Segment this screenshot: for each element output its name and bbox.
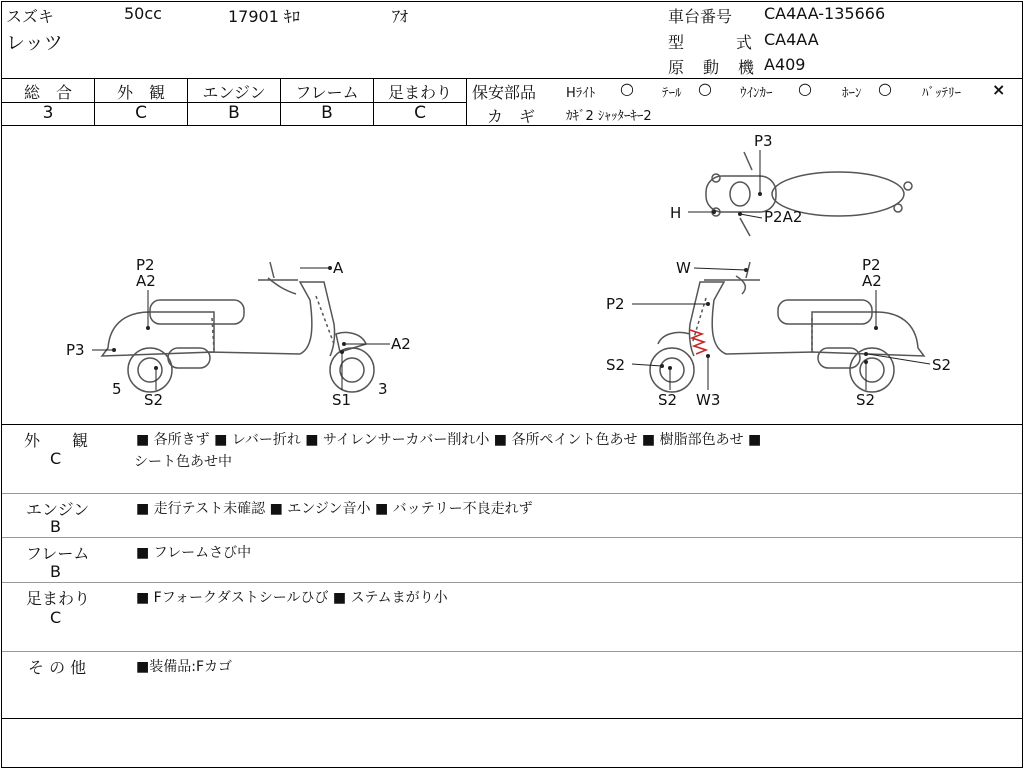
type-label-2: 式 [736, 33, 753, 52]
grade-value-suspension: C [414, 103, 426, 123]
label-left-5: 5 [112, 380, 122, 398]
label-right-s2c: S2 [932, 356, 952, 374]
color: ｱｵ [392, 7, 409, 26]
type-label-1: 型 [668, 33, 685, 52]
safety-item-battery: ﾊﾞｯﾃﾘｰ [922, 86, 961, 101]
engine-value: A409 [764, 55, 806, 74]
label-left-3: 3 [378, 380, 388, 398]
model-name: レッツ [6, 32, 63, 54]
note-frame-line-1: ■ フレームさび中 [136, 545, 252, 561]
right-scooter-side-view [650, 262, 924, 392]
note-exterior-line-2: シート色あせ中 [134, 454, 232, 470]
rule-notes-4 [2, 651, 1022, 652]
note-exterior-line-1: ■ 各所きず ■ レバー折れ ■ サイレンサーカバー削れ小 ■ 各所ペイント色あせ ■ 樹脂部色あせ ■ [136, 432, 762, 448]
label-left-p3: P3 [66, 341, 85, 359]
top-scooter-view [706, 152, 912, 236]
label-right-w: W [676, 259, 691, 277]
grade-header-engine: エンジン [202, 83, 266, 102]
grade-value-exterior: C [135, 103, 147, 123]
label-right-s2b: S2 [658, 391, 678, 409]
engine-label-1: 原 [668, 58, 685, 77]
safety-mark-headlight: ○ [620, 79, 634, 98]
rule-notes-bottom [2, 718, 1022, 719]
damage-diagram [0, 126, 1024, 424]
label-right-a2: A2 [862, 272, 882, 290]
note-engine-label: エンジン [26, 500, 90, 519]
rule-notes-2 [2, 537, 1022, 538]
label-right-p2b: P2 [606, 295, 625, 313]
mileage: 17901 ｷﾛ [228, 7, 300, 26]
note-engine-grade: B [50, 517, 61, 536]
key-value: ｶｷﾞ2 ｼｬｯﾀｰｷｰ2 [566, 109, 652, 124]
safety-mark-winker: ○ [798, 79, 812, 98]
label-top-h: H [670, 204, 682, 222]
grade-header-overall: 総 合 [23, 83, 72, 102]
grade-header-frame: フレーム [295, 83, 359, 102]
safety-item-tail: ﾃｰﾙ [662, 86, 682, 101]
safety-item-winker: ｳｲﾝｶｰ [740, 86, 773, 101]
note-other-line-1: ■装備品:Fカゴ [136, 659, 232, 675]
note-suspension-label: 足まわり [26, 589, 91, 608]
note-exterior-label: 外 観 [24, 431, 89, 450]
grade-value-frame: B [321, 103, 333, 123]
frame-no-label: 車台番号 [668, 7, 733, 26]
rule-notes-3 [2, 582, 1022, 583]
grade-header-exterior: 外 観 [116, 83, 165, 102]
label-left-a: A [333, 259, 344, 277]
safety-mark-horn: ○ [878, 79, 892, 98]
label-right-p2: P2 [862, 256, 881, 274]
note-suspension-grade: C [50, 608, 62, 627]
label-left-a2: A2 [136, 272, 156, 290]
note-frame-grade: B [50, 562, 61, 581]
note-exterior-grade: C [50, 449, 62, 468]
rule-notes-top [2, 424, 1022, 425]
label-right-s2a: S2 [606, 356, 626, 374]
leader-lines [92, 150, 930, 390]
rule-grades-top [2, 78, 1022, 79]
displacement: 50cc [124, 4, 162, 23]
safety-mark-tail: ○ [698, 79, 712, 98]
type-value: CA4AA [764, 30, 819, 49]
key-label: カ ギ [487, 107, 536, 126]
safety-item-headlight: Hﾗｲﾄ [566, 86, 596, 101]
label-top-p2a2: P2A2 [764, 208, 803, 226]
label-right-w3: W3 [696, 391, 721, 409]
safety-parts-label: 保安部品 [472, 83, 537, 102]
grade-header-suspension: 足まわり [387, 83, 452, 102]
grade-value-engine: B [228, 103, 240, 123]
label-top-p3: P3 [754, 132, 773, 150]
note-suspension-line-1: ■ Fフォークダストシールひび ■ ステムまがり小 [136, 590, 448, 606]
label-left-p2: P2 [136, 256, 155, 274]
label-left-s2: S2 [144, 391, 164, 409]
label-right-s2d: S2 [856, 391, 876, 409]
label-left-a2b: A2 [391, 335, 411, 353]
safety-mark-battery: × [992, 80, 1006, 99]
frame-no-value: CA4AA-135666 [764, 4, 886, 23]
maker: スズキ [6, 7, 55, 26]
note-frame-label: フレーム [26, 544, 90, 563]
note-engine-line-1: ■ 走行テスト未確認 ■ エンジン音小 ■ バッテリー不良走れず [136, 501, 533, 517]
engine-label-2: 動 [703, 58, 720, 77]
grade-value-overall: 3 [42, 103, 54, 123]
grade-divider [466, 78, 467, 125]
safety-item-horn: ﾎｰﾝ [842, 86, 862, 101]
engine-label-3: 機 [738, 58, 755, 77]
note-other-label: そ の 他 [28, 658, 87, 677]
rule-notes-1 [2, 493, 1022, 494]
label-left-s1: S1 [332, 391, 352, 409]
